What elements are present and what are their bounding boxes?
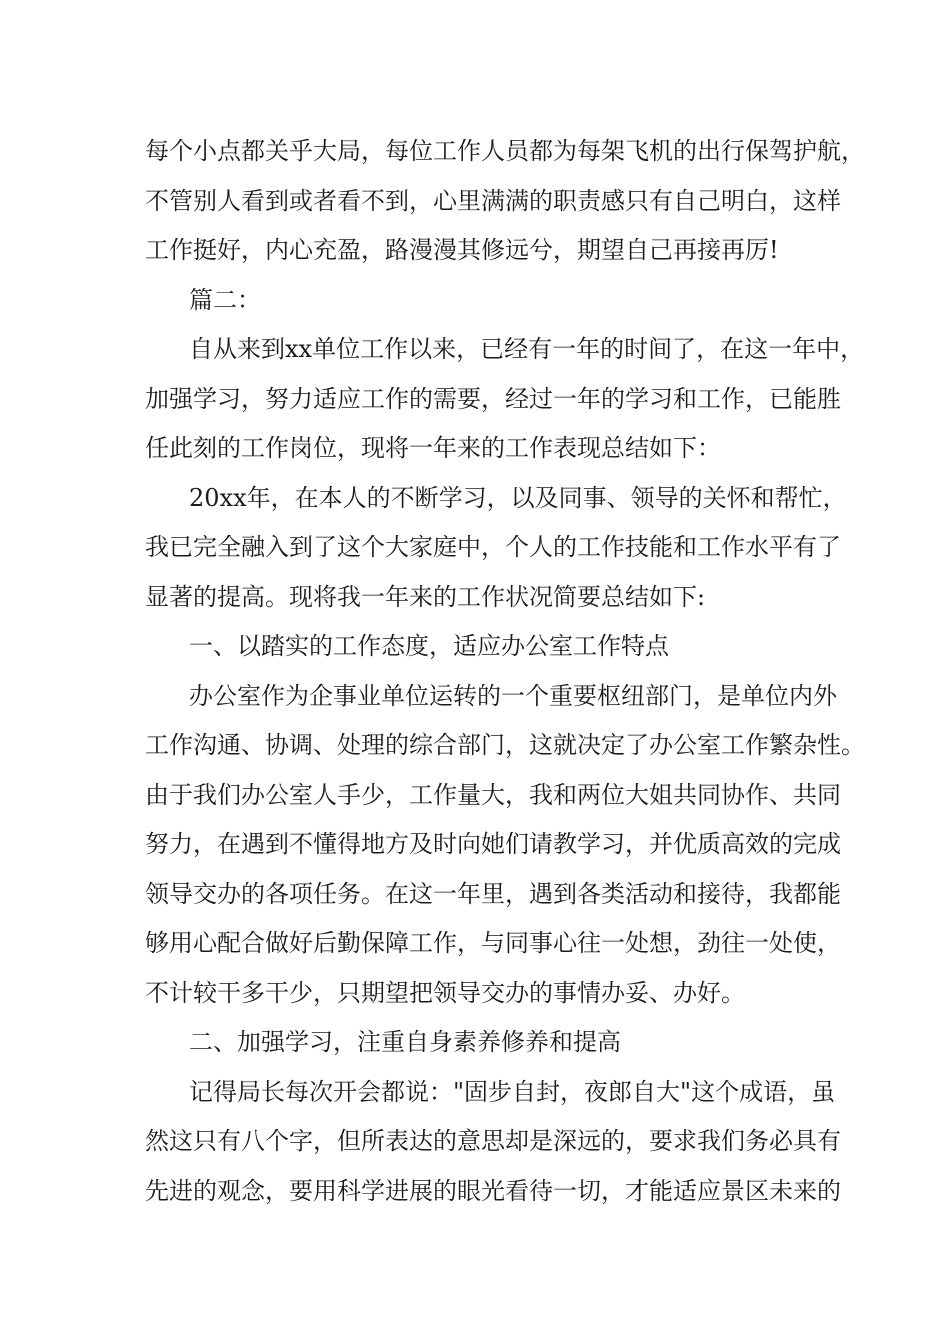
text-line-6: 加强学习，努力适应工作的需要，经过一年的学习和工作，已能胜 bbox=[145, 384, 841, 413]
section-heading-part-two: 篇二： bbox=[189, 285, 261, 314]
text-line-21: 然这只有八个字，但所表达的意思却是深远的，要求我们务必具有 bbox=[145, 1127, 841, 1155]
text-line-14: 由于我们办公室人手少，工作量大，我和两位大姐共同协作、共同 bbox=[145, 780, 841, 809]
text-line-20: 记得局长每次开会都说："固步自封，夜郎自大"这个成语，虽 bbox=[189, 1077, 836, 1106]
section-heading-two: 二、加强学习，注重自身素养修养和提高 bbox=[189, 1028, 621, 1056]
text-line-16: 领导交办的各项任务。在这一年里，遇到各类活动和接待，我都能 bbox=[145, 879, 841, 908]
text-line-8: 20xx年，在本人的不断学习，以及同事、领导的关怀和帮忙， bbox=[189, 483, 847, 512]
text-line-5: 自从来到xx单位工作以来，已经有一年的时间了，在这一年中， bbox=[189, 335, 865, 363]
text-line-17: 够用心配合做好后勤保障工作，与同事心往一处想，劲往一处使， bbox=[145, 929, 841, 957]
text-line-10: 显著的提高。现将我一年来的工作状况简要总结如下: bbox=[145, 582, 706, 611]
text-line-15: 努力，在遇到不懂得地方及时向她们请教学习，并优质高效的完成 bbox=[145, 830, 841, 858]
text-line-9: 我已完全融入到了这个大家庭中，个人的工作技能和工作水平有了 bbox=[145, 533, 841, 561]
document-body bbox=[145, 127, 865, 1216]
text-line-12: 办公室作为企事业单位运转的一个重要枢纽部门，是单位内外 bbox=[189, 681, 837, 710]
text-line-1: 每个小点都关乎大局，每位工作人员都为每架飞机的出行保驾护航， bbox=[145, 137, 865, 165]
text-line-7: 任此刻的工作岗位，现将一年来的工作表现总结如下： bbox=[145, 434, 721, 462]
text-line-13: 工作沟通、协调、处理的综合部门，这就决定了办公室工作繁杂性。 bbox=[145, 731, 865, 759]
text-line-18: 不计较干多干少，只期望把领导交办的事情办妥、办好。 bbox=[145, 978, 745, 1007]
text-line-22: 先进的观念，要用科学进展的眼光看待一切，才能适应景区未来的 bbox=[145, 1176, 841, 1205]
text-line-3: 工作挺好，内心充盈，路漫漫其修远兮，期望自己再接再厉! bbox=[145, 236, 779, 264]
section-heading-one: 一、以踏实的工作态度，适应办公室工作特点 bbox=[189, 632, 669, 660]
text-line-2: 不管别人看到或者看不到，心里满满的职责感只有自己明白，这样 bbox=[145, 186, 841, 215]
